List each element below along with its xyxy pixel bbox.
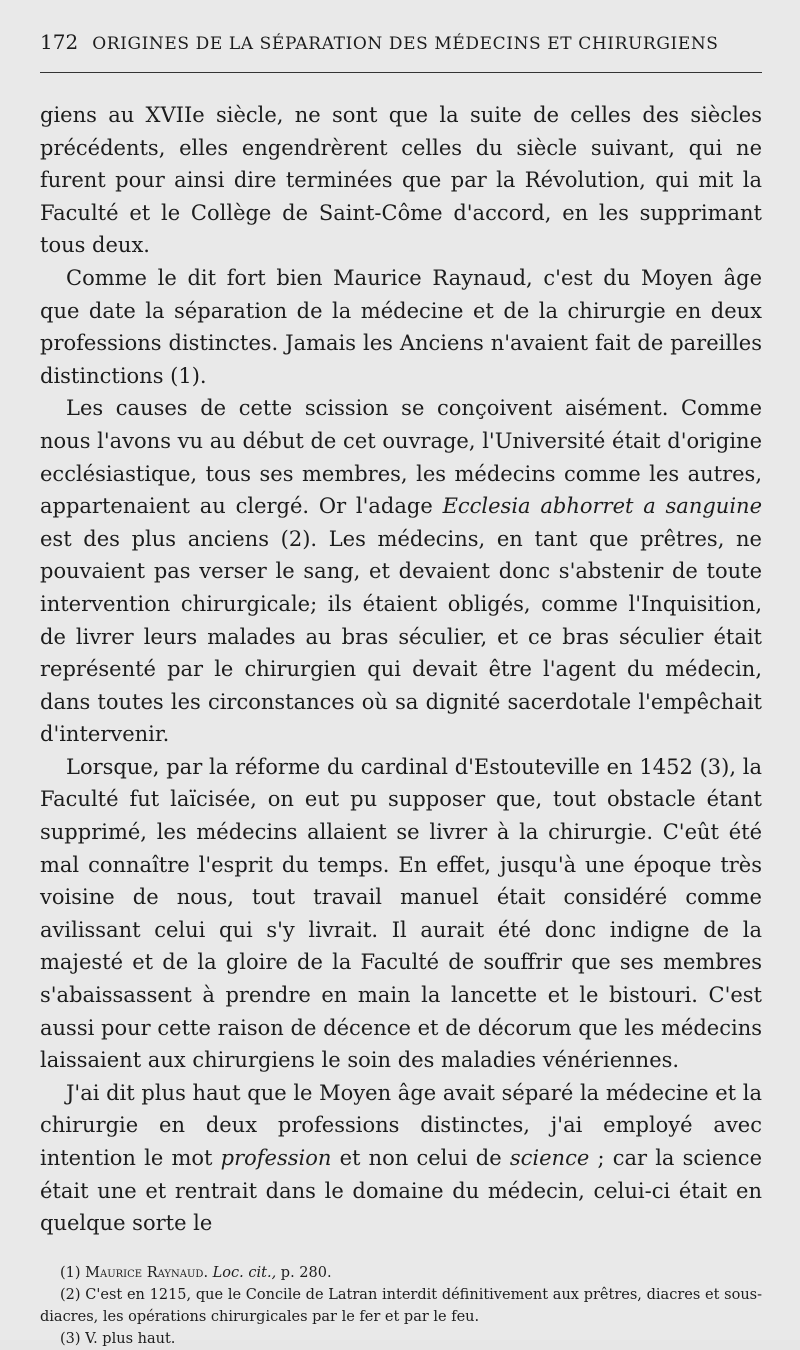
header-rule (40, 72, 762, 73)
text-run: J'ai dit plus haut que le Moyen âge avait séparé la médecine et la chirurgie en deux professions distinctes, j'ai employé avec intention le mot (40, 1080, 762, 1170)
footnote-marker: (2) (60, 1286, 81, 1303)
italic-text: science (509, 1146, 590, 1170)
footnote-author: Maurice Raynaud. (85, 1264, 209, 1281)
main-text (40, 99, 762, 1240)
text-run: est des plus anciens (2). Les médecins, en tant que prêtres, ne pouvaient pas verser le sang, et devaient donc s'abstenir de toute intervention chirurgicale; ils étaient obligés, comme l'Inquisition, de livrer leurs malades au bras séculier, et ce bras séculier était représenté par le chirurgien qui devait être l'agent du médecin, dans toutes les circonstances où sa dignité sacerdotale l'empêchait d'intervenir. (40, 526, 762, 747)
paragraph (40, 262, 762, 392)
paragraph (40, 751, 762, 1077)
paragraph (40, 99, 762, 262)
footnote-text: C'est en 1215, que le Concile de Latran interdit définitivement aux prêtres, diacres et sous-diacres, les opérations chirurgicales par le fer et par le feu. (40, 1286, 763, 1325)
italic-text: Ecclesia abhorret a sanguine (442, 494, 762, 519)
text-run: Les causes de cette scission se conçoivent aisément. Comme nous l'avons vu au début de cet ouvrage, l'Université était d'origine ecclésiastique, tous ses membres, les médecins comme les autres, appartenaient au clergé. Or l'adage (40, 396, 762, 519)
text-run: Comme le dit fort bien Maurice Raynaud, c'est du Moyen âge que date la séparation de la médecine et de la chirurgie en deux professions distinctes. Jamais les Anciens n'avaient fait de pareilles distinctions (1). (40, 265, 762, 388)
footnote-reference: Loc. cit., (212, 1264, 277, 1281)
footnote-3 (40, 1328, 762, 1350)
footnote-text: V. plus haut. (85, 1330, 176, 1347)
footnote-2 (40, 1284, 762, 1328)
footnote-marker: (3) (60, 1330, 81, 1347)
italic-text: profession (220, 1146, 332, 1170)
footnote-text: p. 280. (280, 1264, 332, 1281)
page-number: 172 (40, 30, 79, 54)
page-header (40, 30, 762, 64)
text-run: Lorsque, par la réforme du cardinal d'Estouteville en 1452 (3), la Faculté fut laïcisée, on eut pu supposer que, tout obstacle étant supprimé, les médecins allaient se livrer à la chirurgie. C'eût été mal connaître l'esprit du temps. En effet, jusqu'à une époque très voisine de nous, tout travail manuel était considéré comme avilissant celui qui s'y livrait. Il aurait été donc indigne de la majesté et de la gloire de la Faculté de souffrir que ses membres s'abaissassent à prendre en main la lancette et le bistouri. C'est aussi pour cette raison de décence et de décorum que les médecins laissaient aux chirurgiens le soin des maladies vénériennes. (40, 754, 762, 1073)
text-run: ; car la science était une et rentrait dans le domaine du médecin, celui-ci était en quelque sorte le (40, 1146, 762, 1236)
footnote-marker: (1) (60, 1264, 81, 1281)
text-run: giens au XVIIe siècle, ne sont que la suite de celles des siècles précédents, elles engendrèrent celles du siècle suivant, qui ne furent pour ainsi dire terminées que par la Révolution, qui mit la Faculté et le Collège de Saint-Côme d'accord, en les supprimant tous deux. (40, 103, 762, 258)
footnote-1 (40, 1262, 762, 1284)
paragraph (40, 392, 762, 751)
running-title: ORIGINES DE LA SÉPARATION DES MÉDECINS ET CHIRURGIENS (92, 34, 719, 54)
footnotes (40, 1262, 762, 1350)
paragraph (40, 1077, 762, 1240)
text-run: et non celui de (331, 1146, 510, 1170)
